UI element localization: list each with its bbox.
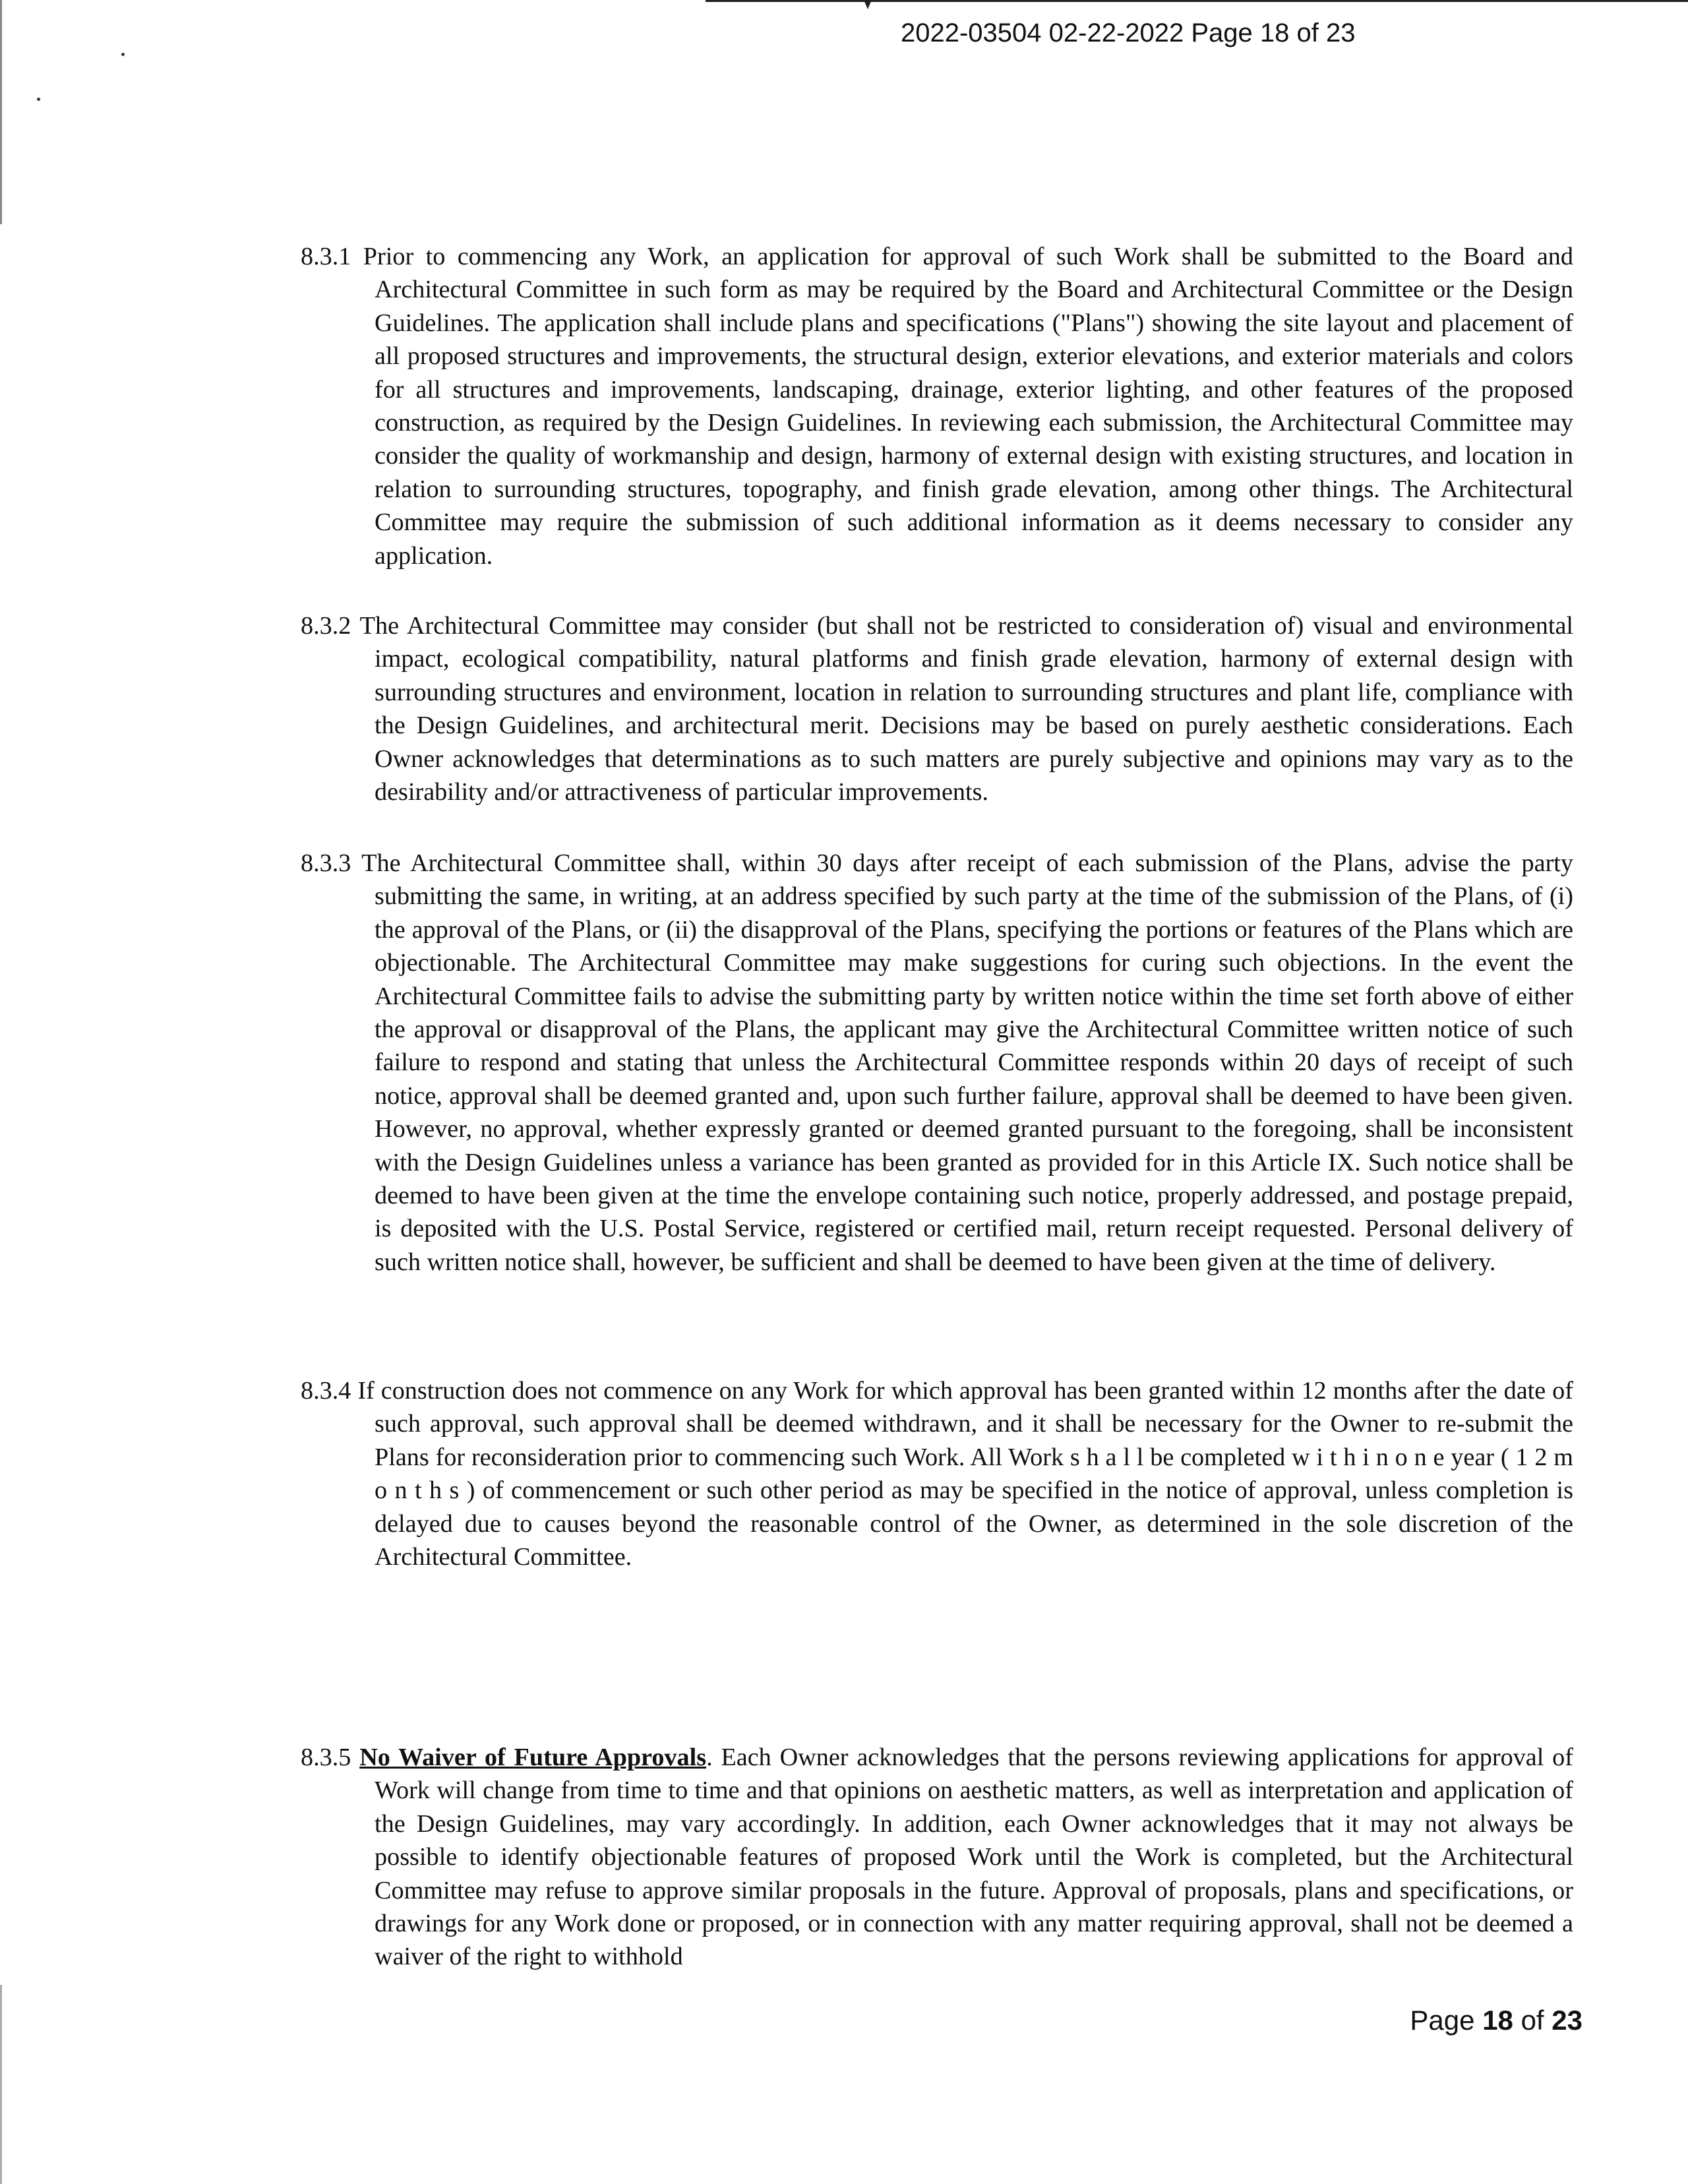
section-8-3-5 bbox=[301, 1741, 1573, 1974]
section-number: 8.3.4 bbox=[301, 1377, 351, 1405]
section-8-3-3 bbox=[301, 847, 1573, 1279]
section-text: The Architectural Committee may consider (but shall not be restricted to consideration of) visual and environmental impact, ecological compatibility, natural platforms and finish grade elevation, harmony of external design with surrounding structures and environment, location in relation to surrounding structures and plant life, compliance with the Design Guidelines, and architectural merit. Decisions may be based on purely aesthetic considerations. Each Owner acknowledges that determinations as to such matters are purely subjective and opinions may vary as to the desirability and/or attractiveness of particular improvements. bbox=[359, 612, 1574, 806]
footer-total-pages: 23 bbox=[1552, 2005, 1582, 2036]
section-paragraph bbox=[301, 1374, 1573, 1573]
scan-notch-mark bbox=[864, 0, 872, 9]
section-text: If construction does not commence on any Work for which approval has been granted within 12 months after the date of such approval, such approval shall be deemed withdrawn, and it shall be necessary for the Owner to re-submit the Plans for reconsideration prior to commencing such Work. All Work s h a l l be completed w i t h i n o n e year ( 1 2 m o n t h s ) of commencement or such other period as may be specified in the notice of approval, unless completion is delayed due to causes beyond the reasonable control of the Owner, as determined in the sole discretion of the Architectural Committee. bbox=[357, 1377, 1573, 1571]
section-text: Prior to commencing any Work, an application for approval of such Work shall be submitted to the Board and Architectural Committee in such form as may be required by the Board and Architectural Committee or the Design Guidelines. The application shall include plans and specifications ("Plans") showing the site layout and placement of all proposed structures and improvements, the structural design, exterior elevations, and exterior materials and colors for all structures and improvements, landscaping, drainage, exterior lighting, and other features of the proposed construction, as required by the Design Guidelines. In reviewing each submission, the Architectural Committee may consider the quality of workmanship and design, harmony of external design with existing structures, and location in relation to surrounding structures, topography, and finish grade elevation, among other things. The Architectural Committee may require the submission of such additional information as it deems necessary to consider any application. bbox=[363, 243, 1573, 570]
section-paragraph bbox=[301, 240, 1573, 572]
section-8-3-2 bbox=[301, 609, 1573, 808]
section-heading: No Waiver of Future Approvals bbox=[359, 1744, 707, 1771]
page-number-footer bbox=[1410, 2005, 1582, 2036]
section-paragraph bbox=[301, 1741, 1573, 1974]
section-number: 8.3.5 bbox=[301, 1744, 351, 1771]
footer-middle: of bbox=[1513, 2005, 1552, 2036]
section-paragraph bbox=[301, 609, 1573, 808]
section-number: 8.3.1 bbox=[301, 243, 351, 270]
section-8-3-1 bbox=[301, 240, 1573, 572]
footer-prefix: Page bbox=[1410, 2005, 1483, 2036]
section-paragraph bbox=[301, 847, 1573, 1279]
section-number: 8.3.2 bbox=[301, 612, 351, 640]
scan-speck bbox=[121, 53, 125, 56]
section-number: 8.3.3 bbox=[301, 849, 351, 877]
section-8-3-4 bbox=[301, 1374, 1573, 1573]
scan-speck bbox=[37, 98, 40, 101]
scan-top-border bbox=[706, 0, 1688, 2]
recording-stamp: 2022-03504 02-22-2022 Page 18 of 23 bbox=[901, 18, 1356, 47]
footer-current-page: 18 bbox=[1482, 2005, 1513, 2036]
scan-left-edge bbox=[0, 0, 2, 224]
section-text: The Architectural Committee shall, within 30 days after receipt of each submission of the Plans, advise the party submitting the same, in writing, at an address specified by such party at the time of the submission of the Plans, of (i) the approval of the Plans, or (ii) the disapproval of the Plans, specifying the portions or features of the Plans which are objectionable. The Architectural Committee may make suggestions for curing such objections. In the event the Architectural Committee fails to advise the submitting party by written notice within the time set forth above of either the approval or disapproval of the Plans, the applicant may give the Architectural Committee written notice of such failure to respond and stating that unless the Architectural Committee responds within 20 days of receipt of such notice, approval shall be deemed granted and, upon such further failure, approval shall be deemed to have been given. However, no approval, whether expressly granted or deemed granted pursuant to the foregoing, shall be inconsistent with the Design Guidelines unless a variance has been granted as provided for in this Article IX. Such notice shall be deemed to have been given at the time the envelope containing such notice, properly addressed, and postage prepaid, is deposited with the U.S. Postal Service, registered or certified mail, return receipt requested. Personal delivery of such written notice shall, however, be sufficient and shall be deemed to have been given at the time of delivery. bbox=[361, 849, 1573, 1276]
scan-left-edge-lower bbox=[0, 1985, 2, 2184]
section-text: . Each Owner acknowledges that the persons reviewing applications for approval of Work will change from time to time and that opinions on aesthetic matters, as well as interpretation and application of the Design Guidelines, may vary accordingly. In addition, each Owner acknowledges that it may not always be possible to identify objectionable features of proposed Work until the Work is completed, but the Architectural Committee may refuse to approve similar proposals in the future. Approval of proposals, plans and specifications, or drawings for any Work done or proposed, or in connection with any matter requiring approval, shall not be deemed a waiver of the right to withhold bbox=[375, 1744, 1573, 1971]
